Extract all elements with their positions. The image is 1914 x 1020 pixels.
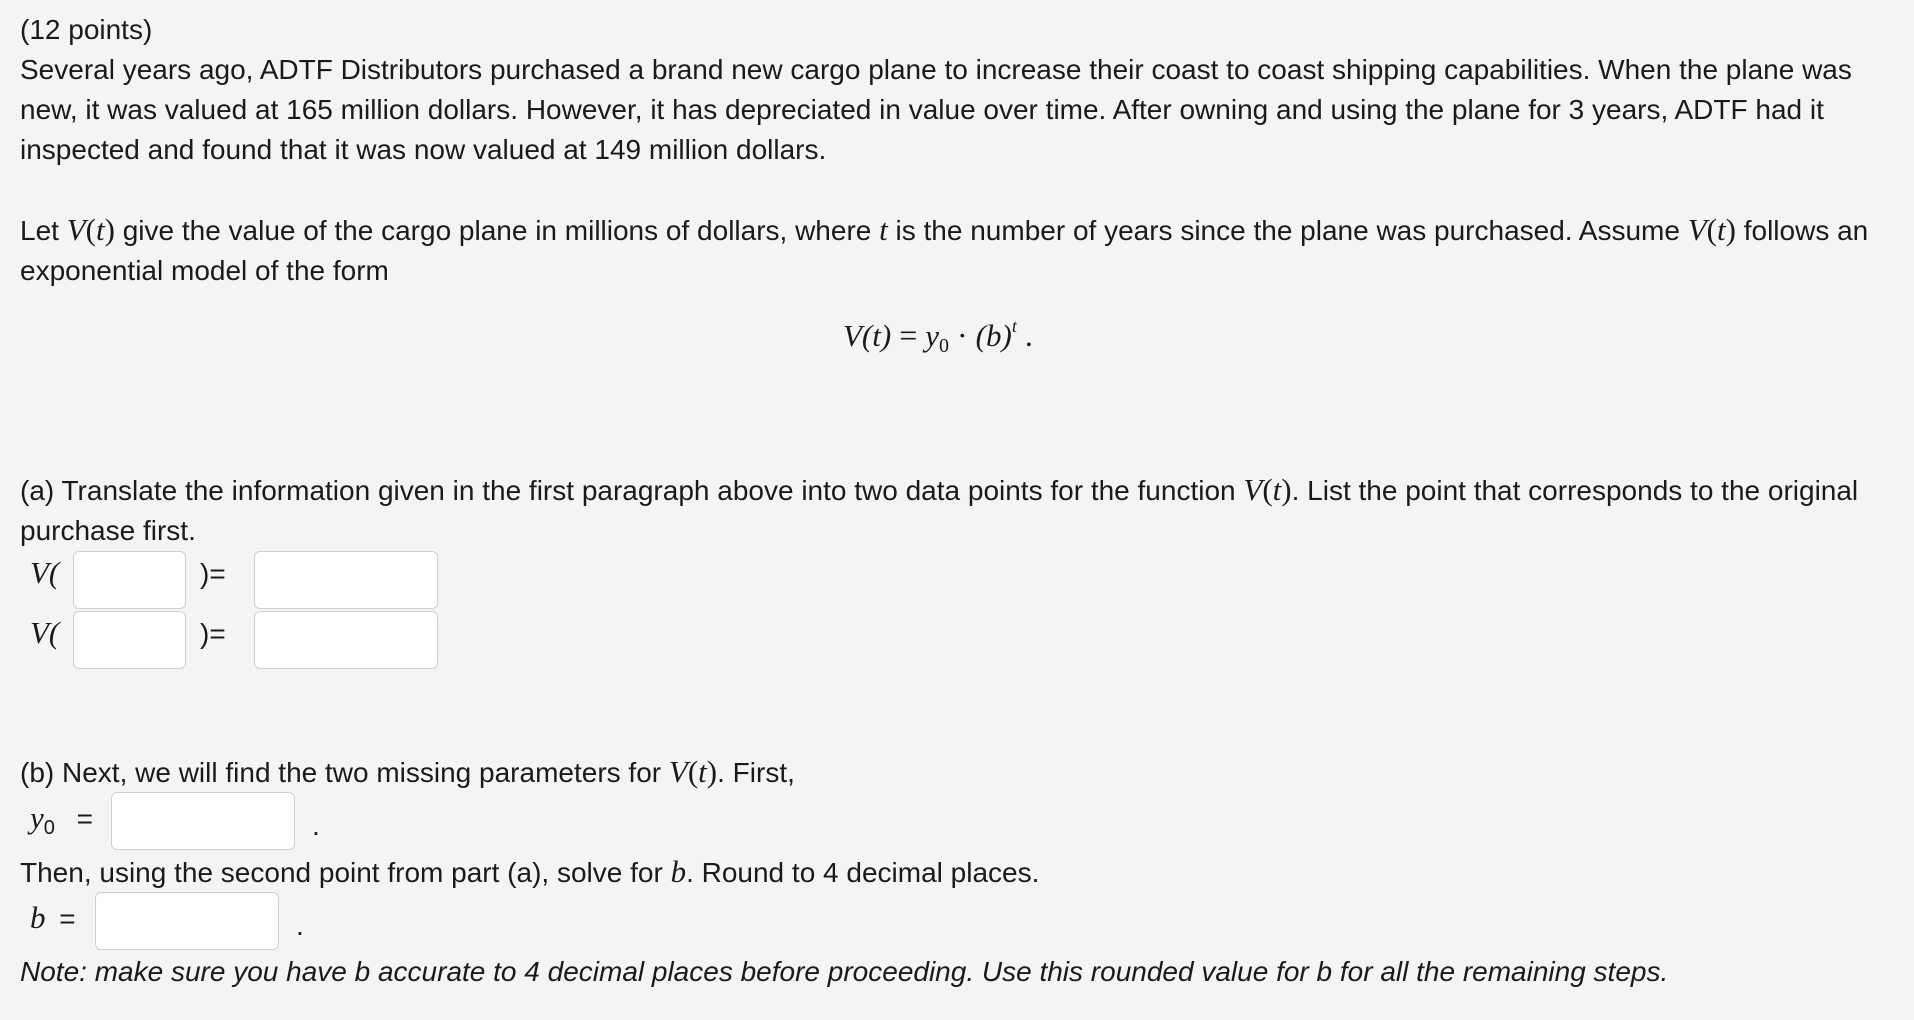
points-label: (12 points) — [20, 14, 153, 45]
then-b: b — [670, 854, 687, 889]
formula-dot: · — [957, 317, 968, 353]
part-a-var: t — [1272, 472, 1282, 507]
part-a-text-2: . List the point that corresponds to the original purchase first. — [20, 475, 1859, 546]
rounding-note: Note: make sure you have b accurate to 4 decimal places before proceeding. Use this rounded value for b for all the remaining steps. — [20, 956, 1669, 987]
part-b-text-1: (b) Next, we will find the two missing parameters for — [20, 757, 669, 788]
model-formula — [843, 316, 1033, 358]
formula-lhs: V(t) — [843, 318, 892, 353]
row1-v-label: V( — [30, 555, 60, 590]
b-label — [30, 900, 76, 936]
row2-v-input[interactable] — [254, 611, 438, 669]
let-text-2: give the value of the cargo plane in millions of dollars, where — [114, 215, 880, 246]
part-a-text-1: (a) Translate the information given in the first paragraph above into two data points for the function — [20, 475, 1244, 506]
row2-v-label: V( — [30, 615, 60, 650]
formula-y: y — [925, 318, 940, 353]
row1-equals-label: )= — [200, 558, 226, 589]
part-a-text: (a) Translate the information given in the first paragraph above into two data points for the function V(t). List the point that corresponds to the original purchase first. — [20, 472, 1859, 546]
row1-v-input[interactable] — [254, 551, 438, 609]
problem-container — [20, 10, 1894, 291]
part-b-func: V — [668, 754, 688, 789]
b-period: . — [296, 910, 304, 941]
model-description: Let V(t) give the value of the cargo plane in millions of dollars, where t is the number of years since the plane was purchased. Assume V(t) follows an exponential model of the form — [20, 212, 1869, 286]
y0-period: . — [312, 810, 320, 841]
let-text-3: is the number of years since the plane was purchased. Assume — [887, 215, 1688, 246]
row1-t-input[interactable] — [73, 551, 186, 609]
then-text — [20, 852, 1039, 893]
formula-y-sub: 0 — [939, 335, 950, 357]
formula-period: . — [1024, 317, 1033, 353]
part-b-text-2: . First, — [717, 757, 795, 788]
b-equals: = — [59, 903, 76, 934]
b-label-var: b — [30, 900, 46, 935]
y0-equals: = — [76, 803, 94, 834]
formula-exp: t — [1011, 316, 1017, 336]
part-a-func: V — [1243, 472, 1263, 507]
let-text-1: Let — [20, 215, 67, 246]
row2-equals-label: )= — [200, 618, 226, 649]
then-text-1: Then, using the second point from part (a), solve for — [20, 857, 671, 888]
formula-equals: = — [899, 317, 918, 353]
y0-input[interactable] — [111, 792, 295, 850]
y0-label-base: y — [30, 800, 44, 835]
b-input[interactable] — [95, 892, 279, 950]
var-name-1: t — [95, 212, 105, 247]
part-b-text: (b) Next, we will find the two missing parameters for V(t). First, — [20, 754, 795, 789]
var-name-3: t — [1717, 212, 1726, 247]
y0-label-sub: 0 — [43, 817, 55, 839]
func-name-1: V — [66, 212, 86, 247]
y0-label — [30, 800, 93, 840]
let-text-4: follows an exponential model of the form — [20, 215, 1869, 286]
formula-b: (b) — [975, 318, 1012, 353]
intro-paragraph: Several years ago, ADTF Distributors purchased a brand new cargo plane to increase their coast to coast shipping capabilities. When the plane was new, it was valued at 165 million dollars. However, it has depreciated in value over time. After owning and using the plane for 3 years, ADTF had it inspected and found that it was now valued at 149 million dollars. — [20, 54, 1852, 165]
then-text-2: . Round to 4 decimal places. — [686, 857, 1040, 888]
func-name-2: V — [1687, 212, 1707, 247]
var-name-2: t — [879, 212, 888, 247]
part-b-var: t — [698, 754, 707, 789]
row2-t-input[interactable] — [73, 611, 186, 669]
